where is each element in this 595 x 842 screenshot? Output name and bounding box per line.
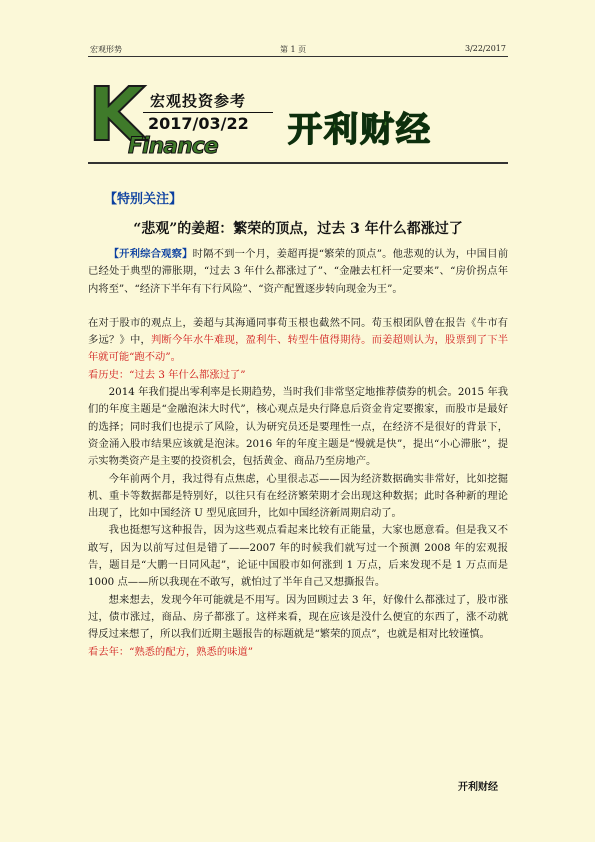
header-page-number: 第 1 页 bbox=[280, 45, 307, 54]
logo-underline bbox=[143, 112, 273, 113]
subheading-history: 看历史：“过去 3 年什么都涨过了” bbox=[88, 368, 246, 381]
paragraph-peak: 想来想去，发现今年可能就是不用写。因为回顾过去 3 年，好像什么都涨过了，股市涨过，债市涨过，商品、房子都涨了。这样来看，现在应该是没什么便宜的东西了，涨不动就得反过来想了，所以我们近期主题报告的标题就是“繁荣的顶点”，也就是相对比较谨慎。 bbox=[88, 593, 508, 641]
paragraph-intro bbox=[88, 246, 508, 298]
header-divider bbox=[88, 56, 508, 57]
paragraph-report: 我也挺想写这种报告，因为这些观点看起来比较有正能量，大家也愿意看。但是我又不敢写，因为以前写过但是错了——2007 年的时候我们就写过一个预测 2008 年的宏观报告，题目是“大鹏一日同风起”，论证中国股市如何涨到 1 万点，后来发现不是 1 万点而是 1000 点——所以我现在不敢写，就怕过了半年自己又想撕报告。 bbox=[88, 524, 508, 589]
logo-brand: 开利财经 bbox=[288, 110, 432, 150]
section-label: 【特别关注】 bbox=[104, 192, 183, 207]
paragraph-history: 2014 年我们提出零利率是长期趋势，当时我们非常坚定地推荐债券的机会。2015 年我们的年度主题是“金融泡沫大时代”，核心观点是央行降息后资金肯定要搬家，而股市是最好的选择；同时我们也提示了风险，认为研究员还是要理性一点，在经济不是很好的背景下，资金涌入股市结果应该就是泡沫。2016 年的年度主题是“慢就是快”，提出“小心滞胀”，提示实物类资产是主要的投资机会，包括黄金、商品乃至房地产。 bbox=[88, 386, 508, 468]
header-date: 3/22/2017 bbox=[464, 44, 506, 53]
logo-finance-word: Finance bbox=[128, 134, 218, 159]
paragraph-anxiety: 今年前两个月，我过得有点焦虑，心里很忐忑——因为经济数据确实非常好，比如挖掘机、重卡等数据都是特别好，以往只有在经济繁荣期才会出现这种数据；此时各种新的理论出现了，比如中国经济 U 型见底回升，比如中国经济新周期启动了。 bbox=[88, 472, 508, 520]
subheading-last-year: 看去年：“熟悉的配方，熟悉的味道” bbox=[88, 645, 253, 658]
lead-label: 【开利综合观察】 bbox=[108, 248, 193, 260]
logo-subtitle: 宏观投资参考 bbox=[150, 92, 247, 110]
masthead-divider bbox=[88, 162, 508, 164]
stock-view-highlight: 判断今年水牛难现，盈利牛、转型牛值得期待。而姜超则认为，股票到了下半年就可能“跑不动”。 bbox=[88, 334, 508, 364]
masthead-logo bbox=[88, 72, 508, 160]
header-left: 宏观形势 bbox=[90, 45, 122, 54]
logo-date: 2017/03/22 bbox=[148, 114, 249, 133]
logo-k-letter: K bbox=[88, 72, 146, 158]
paragraph-stock-view bbox=[88, 315, 508, 367]
stock-view-text: 在对于股市的观点上，姜超与其海通同事荀玉根也截然不同。荀玉根团队曾在报告《牛市有多远？》中， bbox=[88, 316, 508, 347]
page-footer-brand: 开利财经 bbox=[458, 782, 498, 793]
article-body bbox=[88, 246, 508, 661]
intro-text: 时隔不到一个月，姜超再提“繁荣的顶点”。他悲观的认为，中国目前已经处于典型的滞胀期，“过去 3 年什么都涨过了”、“金融去杠杆一定要来”、“房价拐点年内将至”、“经济下半年有下行风险”、“资产配置逐步转向现金为王”。 bbox=[88, 248, 509, 295]
article-title: “悲观”的姜超：繁荣的顶点，过去 3 年什么都涨过了 bbox=[133, 221, 463, 237]
